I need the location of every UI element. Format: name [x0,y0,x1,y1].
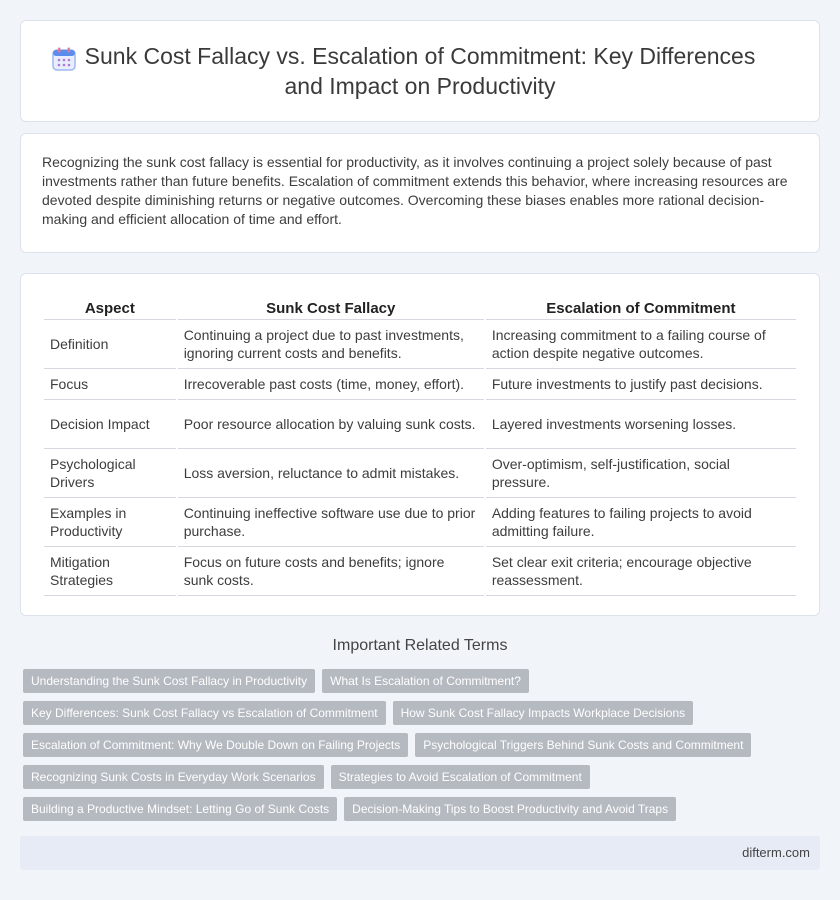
table-row [44,449,796,498]
comparison-card [20,273,820,616]
footer-site-link[interactable]: difterm.com [742,845,810,860]
table-row [44,400,796,449]
related-terms-list [23,669,823,829]
table-header-row [44,296,796,320]
page-title: Sunk Cost Fallacy vs. Escalation of Commitment: Key Differences and Impact on Productivity [84,43,756,99]
row-sunk-cost: Poor resource allocation by valuing sunk costs. [178,400,484,449]
title-card [20,20,820,122]
intro-card [20,133,820,253]
tag-row [23,797,823,821]
related-term-tag[interactable]: Understanding the Sunk Cost Fallacy in Productivity [23,669,315,693]
row-sunk-cost: Continuing a project due to past investments, ignoring current costs and benefits. [178,320,484,369]
row-escalation: Over-optimism, self-justification, social pressure. [486,449,796,498]
related-term-tag[interactable]: Psychological Triggers Behind Sunk Costs and Commitment [415,733,751,757]
tag-row [23,669,823,693]
row-escalation: Future investments to justify past decisions. [486,369,796,400]
tag-row [23,765,823,789]
row-escalation: Adding features to failing projects to avoid admitting failure. [486,498,796,547]
related-term-tag[interactable]: What Is Escalation of Commitment? [322,669,529,693]
row-aspect: Examples in Productivity [44,498,176,547]
row-sunk-cost: Focus on future costs and benefits; ignore sunk costs. [178,547,484,596]
header-sunk-cost: Sunk Cost Fallacy [178,296,484,320]
tag-row [23,701,823,725]
row-aspect: Definition [44,320,176,369]
related-term-tag[interactable]: Recognizing Sunk Costs in Everyday Work Scenarios [23,765,324,789]
row-escalation: Increasing commitment to a failing course of action despite negative outcomes. [486,320,796,369]
header-aspect: Aspect [44,296,176,320]
row-aspect: Mitigation Strategies [44,547,176,596]
row-escalation: Layered investments worsening losses. [486,400,796,449]
tag-row [23,733,823,757]
row-sunk-cost: Continuing ineffective software use due to prior purchase. [178,498,484,547]
footer [20,836,820,870]
related-term-tag[interactable]: Escalation of Commitment: Why We Double Down on Failing Projects [23,733,408,757]
row-sunk-cost: Irrecoverable past costs (time, money, effort). [178,369,484,400]
related-term-tag[interactable]: How Sunk Cost Fallacy Impacts Workplace Decisions [393,701,694,725]
table-row [44,498,796,547]
row-sunk-cost: Loss aversion, reluctance to admit mistakes. [178,449,484,498]
related-term-tag[interactable]: Strategies to Avoid Escalation of Commitment [331,765,590,789]
row-aspect: Decision Impact [44,400,176,449]
related-term-tag[interactable]: Building a Productive Mindset: Letting Go of Sunk Costs [23,797,337,821]
comparison-table [42,296,798,596]
table-row [44,320,796,369]
header-escalation: Escalation of Commitment [486,296,796,320]
related-terms-title: Important Related Terms [332,637,508,654]
table-row [44,547,796,596]
related-term-tag[interactable]: Decision-Making Tips to Boost Productivity and Avoid Traps [344,797,676,821]
row-aspect: Psychological Drivers [44,449,176,498]
row-aspect: Focus [44,369,176,400]
intro-paragraph: Recognizing the sunk cost fallacy is essential for productivity, as it involves continuing a project solely because of past investments rather than future benefits. Escalation of commitment extends this behavior, where increasing resources are devoted despite diminishing returns or negative outcomes. Overcoming these biases enables more rational decision-making and efficient allocation of time and effort. [42,154,788,227]
table-row [44,369,796,400]
calendar-icon [51,46,77,72]
row-escalation: Set clear exit criteria; encourage objective reassessment. [486,547,796,596]
related-term-tag[interactable]: Key Differences: Sunk Cost Fallacy vs Escalation of Commitment [23,701,386,725]
